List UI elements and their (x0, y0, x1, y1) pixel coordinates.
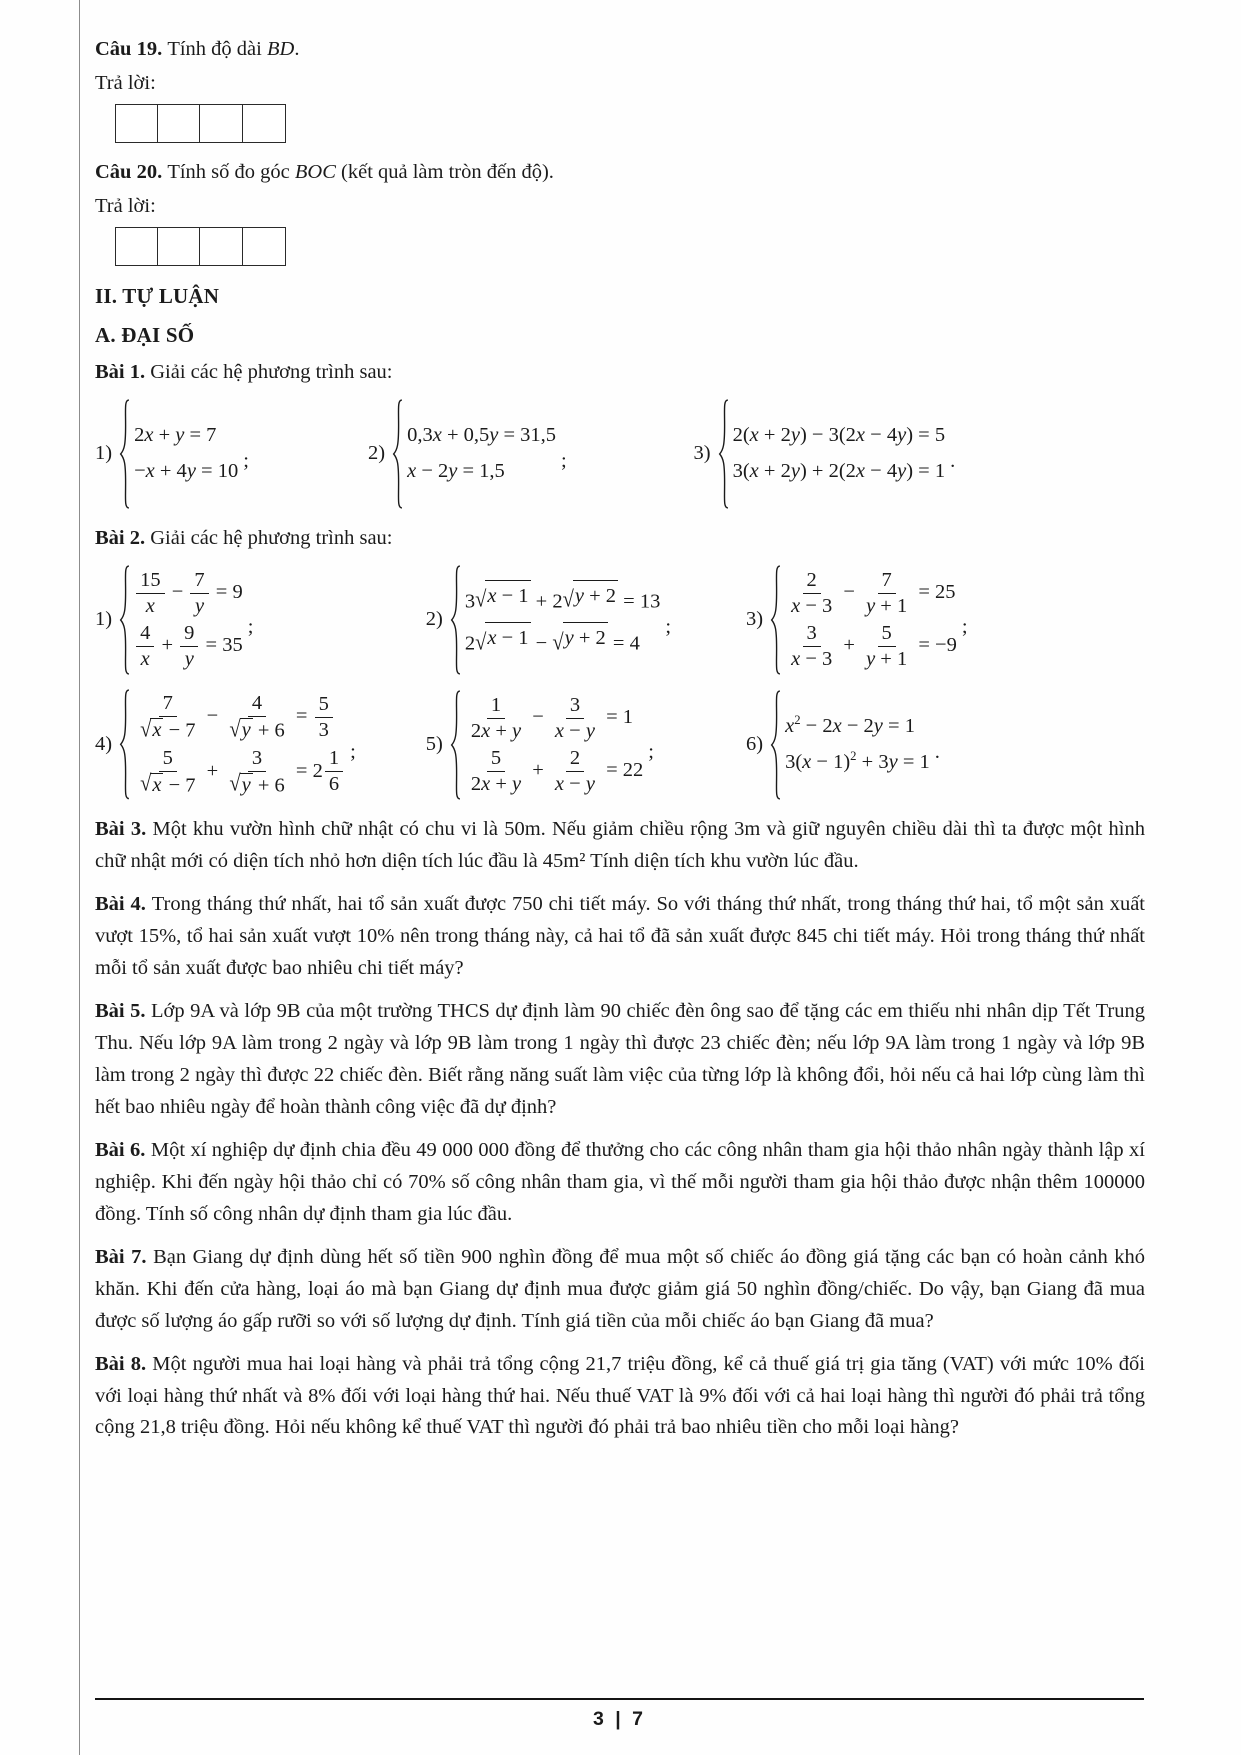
left-brace-icon (450, 565, 461, 675)
left-brace-icon (119, 565, 130, 675)
system-separator: ; (648, 740, 654, 763)
radical-icon: √ (562, 587, 574, 613)
equation: $x^2 - 2x - 2y = 1$ (785, 712, 915, 737)
equation-row (95, 399, 1145, 509)
answer-box (157, 104, 201, 143)
equation-row (95, 689, 1145, 800)
fraction: 3 √ y + 6 (229, 746, 285, 797)
exercise-label: Bài 1. (95, 361, 151, 384)
left-brace-icon (119, 399, 130, 509)
system-equations (781, 566, 957, 674)
fraction: $\frac{1}{6}$ (325, 747, 343, 796)
equation-system (95, 689, 356, 800)
system-equations (130, 566, 243, 674)
system-number: 4) (95, 732, 113, 755)
answer-boxes (115, 227, 1145, 266)
fraction: 4 √ y + 6 (229, 692, 285, 742)
system-separator: ; (961, 616, 968, 639)
equation-system (426, 565, 671, 675)
equation: $\frac{1}{2x + y}$ − $\frac{3}{x - y}$ = 1 (465, 694, 643, 743)
word-problem: Bài 7. Bạn Giang dự định dùng hết số tiền 900 nghìn đồng để mua một số chiếc áo đồng giá tặng các bạn có hoàn cảnh khó khăn. Khi đến cửa hàng, loại áo mà bạn Giang dự định mua được giảm giá 50 nghìn đồng/chiếc. Do vậy, bạn Giang đã mua được số lượng áo gấp rưỡi so với số lượng dự định. Tính giá tiền của mỗi chiếc áo bạn Giang đã mua? (95, 1245, 1145, 1332)
fraction: 5 √ x − 7 (140, 746, 196, 797)
system-equations (130, 689, 345, 800)
system-equations (461, 577, 661, 664)
system-equations (781, 708, 930, 782)
fraction: $\frac{7}{y + 1}$ (866, 569, 908, 618)
page-footer (95, 1698, 1144, 1731)
equation: 2x + y = 7 (134, 424, 217, 447)
system-equations (729, 417, 946, 491)
left-brace-icon (392, 399, 403, 509)
problem-label: Bài 7. (95, 1245, 154, 1268)
system-equations (461, 691, 643, 799)
system-number: 6) (746, 732, 764, 755)
fraction: $\frac{4}{x}$ (136, 622, 154, 671)
footer-rule (95, 1698, 1144, 1700)
fraction: $\frac{15}{x}$ (136, 569, 165, 618)
equation: −x + 4y = 10 (134, 460, 239, 483)
word-problem: Bài 8. Một người mua hai loại hàng và phải trả tổng cộng 21,7 triệu đồng, kể cả thuế giá trị gia tăng (VAT) với mức 10% đối với loại hàng thứ nhất và 8% đối với loại hàng thứ hai. Nếu thuế VAT là 9% đối với cả hai loại hàng thì người đó phải trả tổng cộng 21,8 triệu đồng. Hỏi nếu không kể thuế VAT thì người đó phải trả bao nhiêu tiền cho mỗi loại hàng? (95, 1352, 1145, 1439)
answer-label: Trả lời: (95, 194, 156, 217)
system-separator: ; (247, 616, 254, 639)
square-root: √ x (140, 717, 162, 742)
left-brace-icon (770, 565, 781, 675)
fraction: $\frac{7}{y}$ (190, 569, 208, 618)
fraction: $\frac{3}{x - y}$ (554, 693, 595, 742)
answer-box (199, 104, 243, 143)
system-separator: . (950, 450, 956, 473)
math-symbol: BOC (294, 160, 336, 183)
fraction: $\frac{9}{y}$ (180, 622, 198, 671)
exercise-title: Bài 2. Giải các hệ phương trình sau: (95, 527, 393, 550)
square-root: √ y + 2 (552, 622, 607, 655)
system-equations (403, 417, 556, 491)
equation-system (368, 399, 567, 509)
question-text: Câu 20. Tính số đo góc BOC (kết quả làm tròn đến độ). (95, 160, 554, 183)
equation-system (426, 690, 654, 800)
word-problems (95, 814, 1145, 1444)
equation: 3(x + 2y) + 2(2x − 4y) = 1 (732, 460, 946, 483)
left-brace-icon (450, 690, 461, 800)
system-number: 3) (746, 608, 764, 631)
square-root: √ x − 1 (475, 580, 530, 613)
radical-icon: √ (140, 771, 152, 796)
equation: 2 √ x − 1 − √ y + 2 = 4 (465, 622, 661, 660)
square-root: √ y + 2 (563, 580, 618, 613)
answer-boxes (115, 104, 1145, 143)
equation: $\frac{4}{x}$ + $\frac{9}{y}$ = 35 (134, 622, 243, 671)
problem-label: Bài 8. (95, 1352, 153, 1375)
square-root: √ y (229, 717, 251, 742)
system-separator: ; (350, 740, 356, 763)
equation-system (95, 565, 253, 675)
fraction: $\frac{2}{x - y}$ (554, 746, 595, 795)
equation-row (95, 565, 1145, 675)
word-problem: Bài 4. Trong tháng thứ nhất, hai tổ sản xuất được 750 chi tiết máy. So với tháng thứ nhất, trong tháng thứ hai, tổ một sản xuất vượt 15%, tổ hai sản xuất vượt 10% nên trong tháng này, cả hai tổ đã sản xuất được 845 chi tiết máy. Hỏi trong tháng thứ nhất mỗi tổ sản xuất được bao nhiêu chi tiết máy? (95, 892, 1145, 979)
system-number: 3) (693, 442, 711, 465)
fraction: $\frac{5}{3}$ (315, 693, 333, 742)
left-brace-icon (119, 689, 130, 800)
equation: $\frac{15}{x}$ − $\frac{7}{y}$ = 9 (134, 569, 243, 618)
system-separator: ; (561, 450, 567, 473)
question-block (95, 34, 1145, 143)
question-label: Câu 19. (95, 38, 168, 60)
equation: $\frac{2}{x - 3}$ − $\frac{7}{y + 1}$ = 25 (785, 569, 957, 618)
question-label: Câu 20. (95, 160, 168, 183)
square-root: √ x − 1 (475, 622, 530, 655)
problem-label: Bài 4. (95, 892, 152, 915)
equation: x − 2y = 1,5 (407, 460, 505, 483)
system-separator: ; (665, 616, 672, 639)
equation: $\frac{3}{x - 3}$ + $\frac{5}{y + 1}$ = −9 (785, 622, 957, 671)
system-number: 1) (95, 608, 113, 631)
word-problem: Bài 3. Một khu vườn hình chữ nhật có chu vi là 50m. Nếu giảm chiều rộng 3m và giữ nguyên chiều dài thì ta được một hình chữ nhật mới có diện tích nhỏ hơn diện tích lúc đầu là 45m² Tính diện tích khu vườn lúc đầu. (95, 818, 1145, 872)
left-brace-icon (770, 690, 781, 800)
fraction: $\frac{5}{2x + y}$ (470, 746, 522, 795)
equation: $3(x - 1)^2 + 3y = 1$ (785, 748, 930, 773)
answer-box (157, 227, 201, 266)
equation: 2(x + 2y) − 3(2x − 4y) = 5 (732, 424, 946, 447)
radical-icon: √ (475, 587, 487, 613)
word-problem: Bài 5. Lớp 9A và lớp 9B của một trường THCS dự định làm 90 chiếc đèn ông sao để tặng các em thiếu nhi nhân dịp Tết Trung Thu. Nếu lớp 9A làm trong 2 ngày và lớp 9B làm trong 1 ngày thì được 23 chiếc đèn; nếu lớp 9A làm trong 1 ngày và lớp 9B làm trong 2 ngày thì được 22 chiếc đèn. Biết rằng năng suất làm việc của từng lớp là không đổi, hỏi nếu cả hai lớp cùng làm thì hết bao nhiêu ngày để hoàn thành công việc đã dự định? (95, 999, 1145, 1118)
square-root: √ y (229, 771, 251, 796)
section-title-dai-so: A. ĐẠI SỐ (95, 322, 195, 347)
page-number: 3 | 7 (593, 1708, 646, 1730)
equation-system (746, 565, 968, 675)
radical-icon: √ (140, 717, 152, 742)
word-problem: Bài 6. Một xí nghiệp dự định chia đều 49 000 000 đồng để thưởng cho các công nhân tham gia hội thảo nhân ngày thành lập xí nghiệp. Khi đến ngày hội thảo chỉ có 70% số công nhân tham gia, vì thế mỗi người tham gia hội thảo được nhận thêm 100000 đồng. Tính số công nhân dự định tham gia lúc đầu. (95, 1138, 1145, 1225)
radical-icon: √ (475, 630, 487, 655)
problem-label: Bài 5. (95, 999, 151, 1022)
equation-system (95, 399, 249, 509)
system-separator: ; (243, 450, 249, 473)
problem-label: Bài 3. (95, 818, 153, 840)
equation-system (694, 399, 956, 509)
answer-box (242, 104, 286, 143)
left-brace-icon (718, 399, 729, 509)
system-separator: . (934, 740, 940, 763)
system-equations (130, 417, 238, 491)
equation: 0,3x + 0,5y = 31,5 (407, 424, 557, 447)
equation: 7 √ x − 7 − 4 √ y + 6 = $\frac{5}{3}$ (134, 692, 345, 742)
section-title-tu-luan: II. TỰ LUẬN (95, 283, 220, 308)
system-number: 2) (368, 442, 386, 465)
square-root: √ x (140, 771, 162, 796)
system-number: 5) (425, 732, 443, 755)
exercise-label: Bài 2. (95, 527, 151, 550)
answer-label: Trả lời: (95, 71, 156, 94)
fraction: $\frac{5}{y + 1}$ (866, 622, 908, 671)
system-number: 2) (425, 608, 443, 631)
fraction: $\frac{2}{x - 3}$ (791, 569, 833, 618)
system-number: 1) (95, 442, 113, 465)
radical-icon: √ (229, 771, 241, 796)
fraction: 7 √ x − 7 (140, 692, 196, 742)
question-text: Câu 19. Tính độ dài BD. (95, 38, 300, 60)
short-answer-questions (95, 34, 1145, 266)
problem-label: Bài 6. (95, 1138, 151, 1161)
equation-exercises (95, 357, 1145, 800)
radical-icon: √ (229, 717, 241, 742)
answer-box (115, 227, 159, 266)
fraction: $\frac{3}{x - 3}$ (791, 622, 833, 671)
equation: 3 √ x − 1 + 2 √ y + 2 = 13 (465, 580, 661, 618)
answer-box (199, 227, 243, 266)
answer-box (242, 227, 286, 266)
fraction: $\frac{1}{2x + y}$ (470, 693, 522, 742)
exercise-title: Bài 1. Giải các hệ phương trình sau: (95, 361, 393, 384)
equation: $\frac{5}{2x + y}$ + $\frac{2}{x - y}$ = 22 (465, 747, 643, 796)
radical-icon: √ (552, 630, 564, 655)
math-symbol: BD (266, 38, 295, 60)
equation: 5 √ x − 7 + 3 √ y + 6 = 2 $\frac{1}{6}$ (134, 747, 345, 797)
equation-system (746, 690, 940, 800)
question-block (95, 157, 1145, 266)
answer-box (115, 104, 159, 143)
